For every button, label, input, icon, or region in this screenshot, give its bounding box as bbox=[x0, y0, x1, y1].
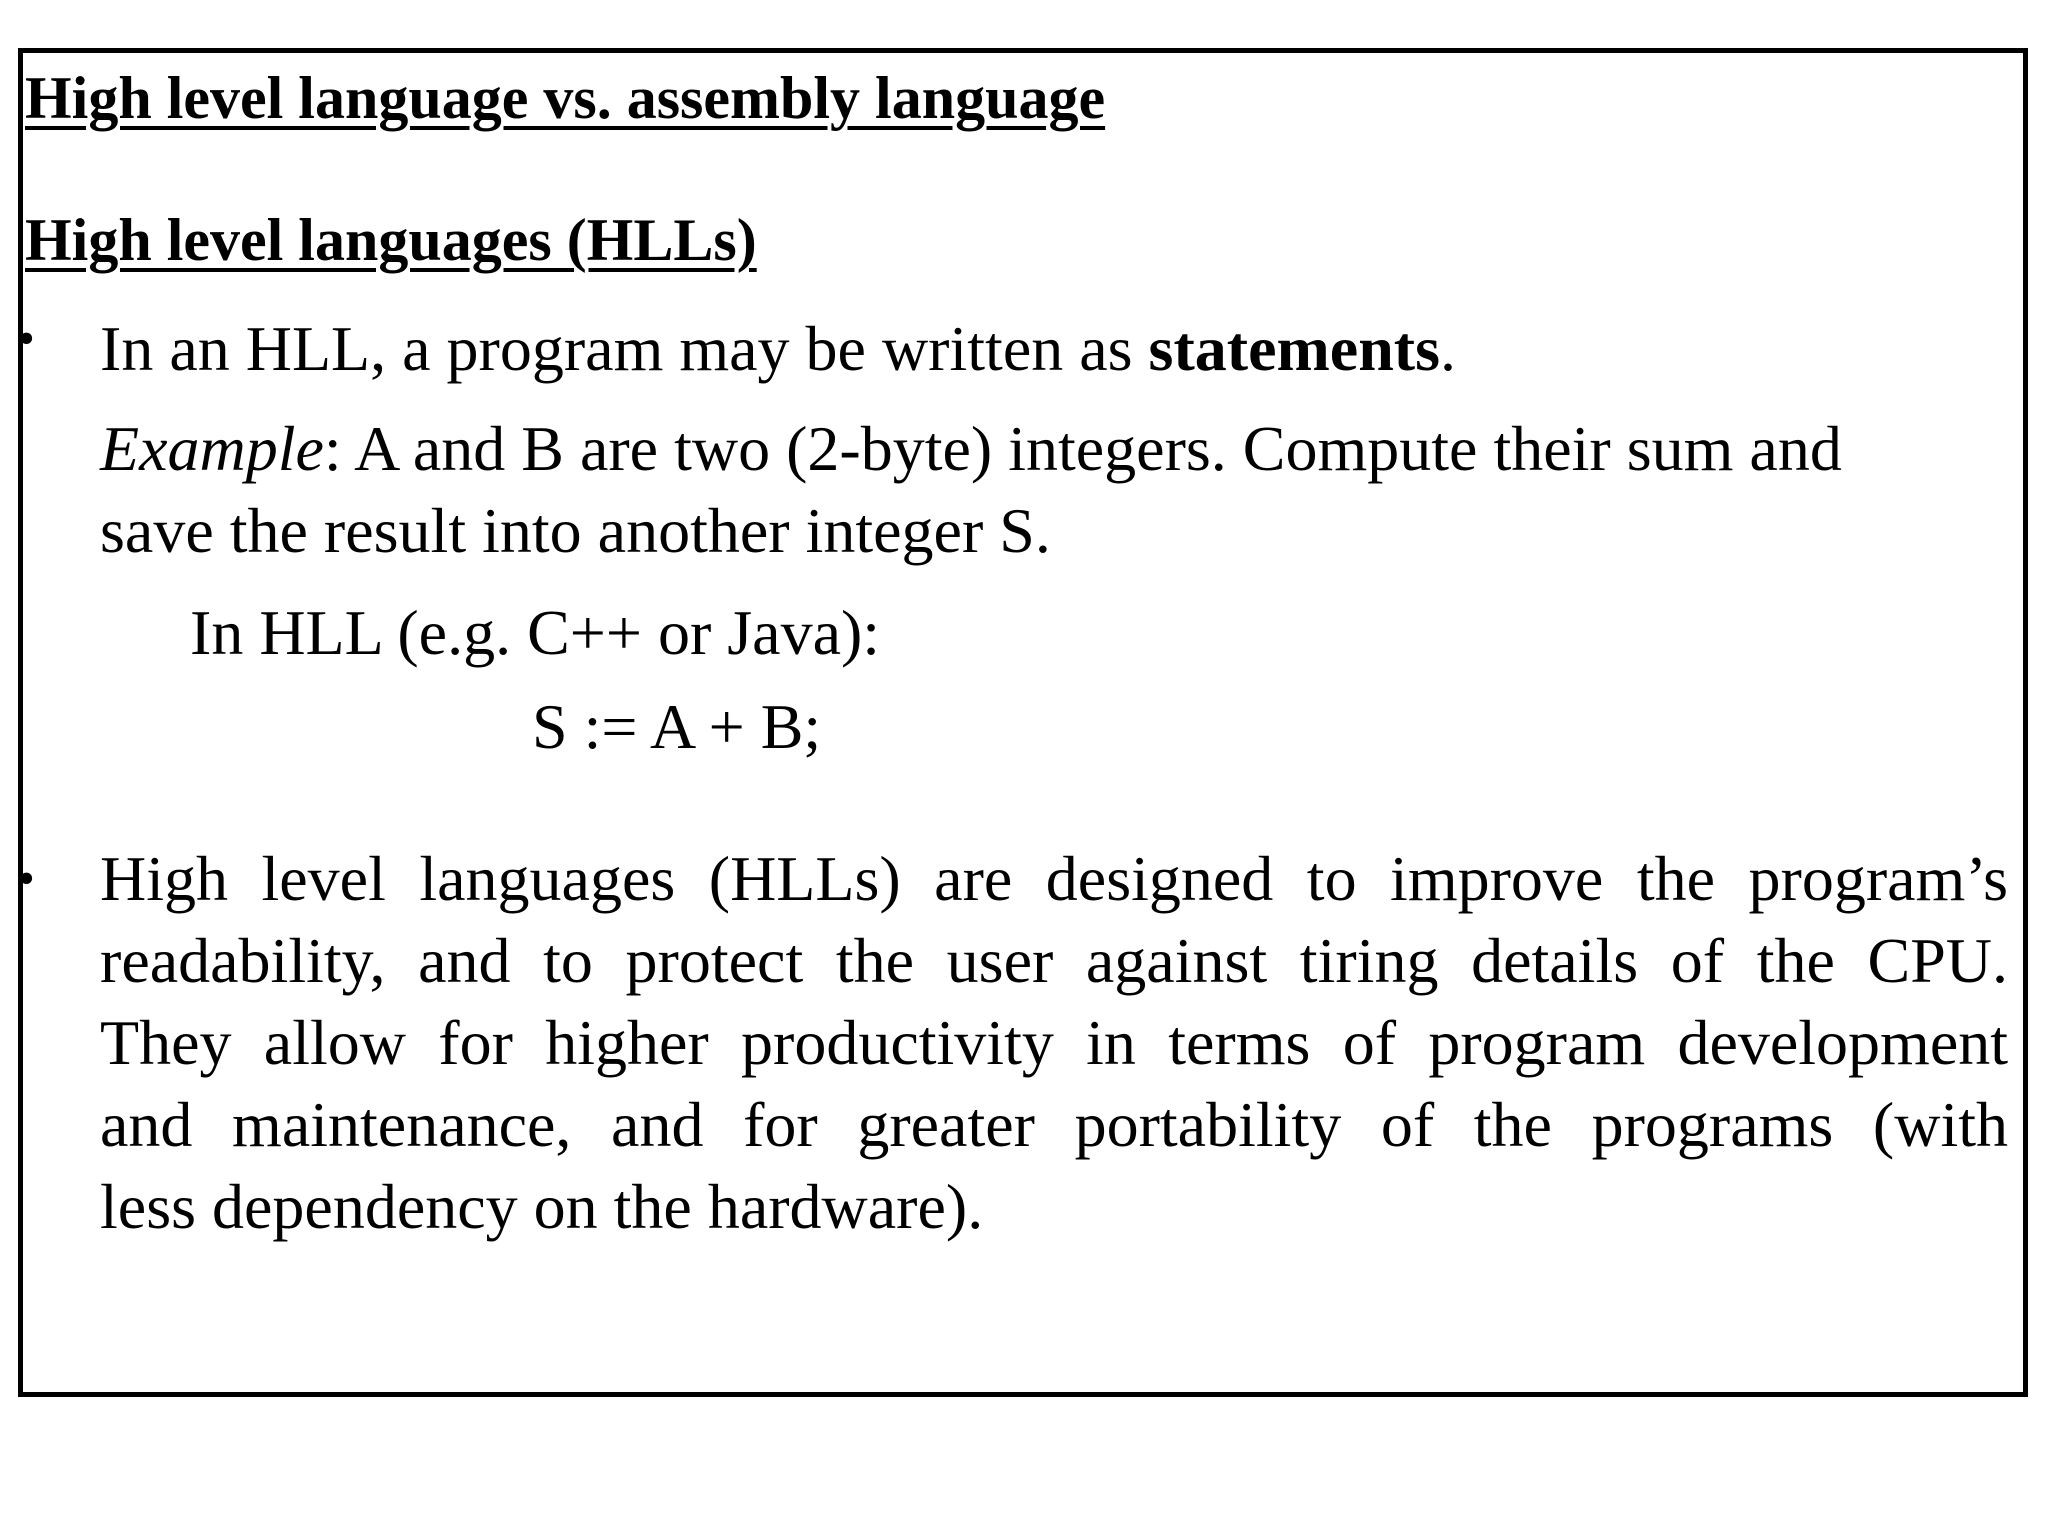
slide-title: High level language vs. assembly language bbox=[25, 65, 1106, 131]
bullet-2-line-3: They allow for higher productivity in terms of program development bbox=[100, 1007, 2008, 1078]
example-line-2: save the result into another integer S. bbox=[100, 495, 1051, 566]
code-statement: S := A + B; bbox=[532, 691, 822, 762]
bullet-1-text bbox=[100, 308, 2008, 390]
bullet-marker: • bbox=[18, 852, 35, 905]
bullet-2-line-2: readability, and to protect the user against tiring details of the CPU. bbox=[100, 925, 2008, 996]
example-text: : A and B are two (2-byte) integers. Compute their sum and bbox=[323, 413, 1842, 484]
bullet-1-text-before: In an HLL, a program may be written as bbox=[100, 313, 1149, 384]
bullet-1-text-after: . bbox=[1440, 313, 1456, 384]
hll-intro: In HLL (e.g. C++ or Java): bbox=[190, 597, 881, 668]
bullet-1-emphasis: statements bbox=[1148, 313, 1440, 384]
bullet-2-line-5: less dependency on the hardware). bbox=[100, 1171, 984, 1242]
example-label: Example bbox=[100, 413, 324, 484]
section-heading: High level languages (HLLs) bbox=[25, 207, 757, 273]
bullet-marker: • bbox=[18, 312, 35, 365]
bullet-2-line-1: High level languages (HLLs) are designed to improve the program’s bbox=[100, 843, 2008, 914]
bullet-2-line-4: and maintenance, and for greater portability of the programs (with bbox=[100, 1089, 2008, 1160]
example-line-1 bbox=[100, 408, 2008, 490]
